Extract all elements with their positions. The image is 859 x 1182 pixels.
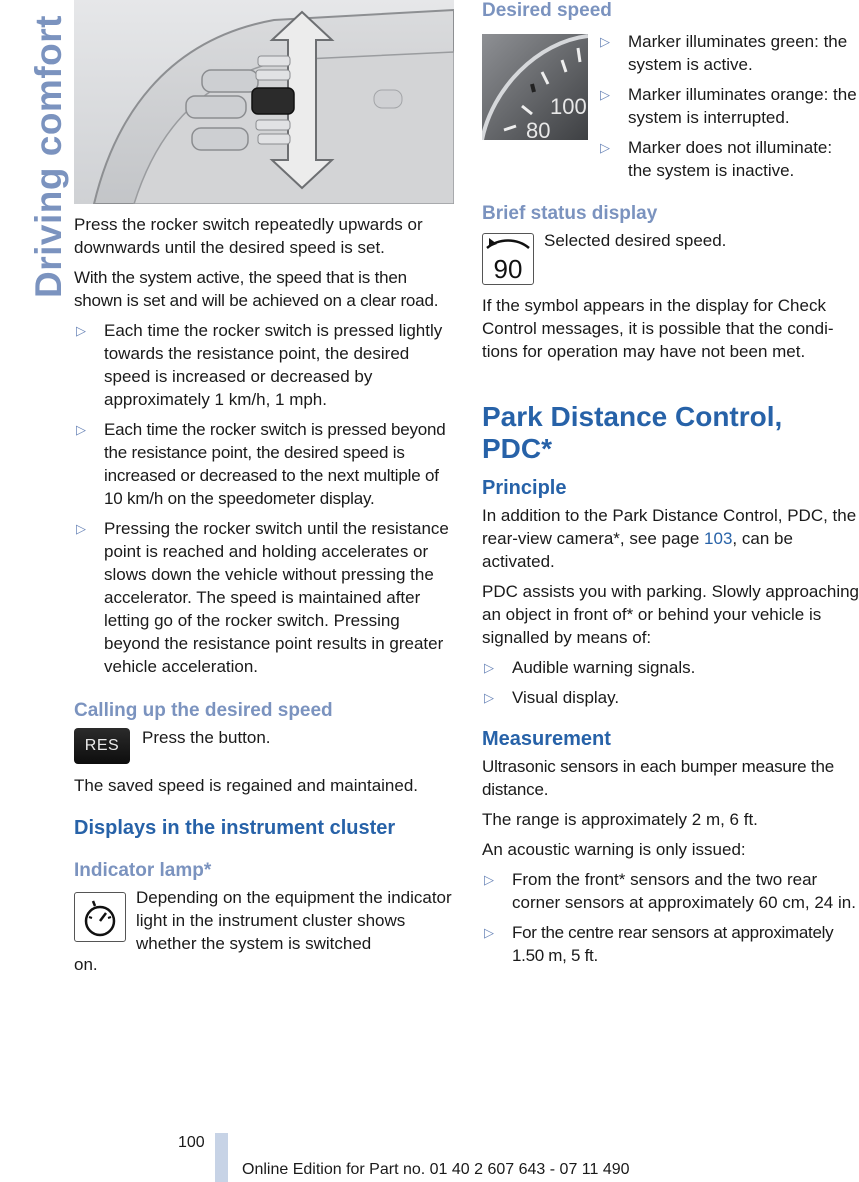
range-text: The range is approximately 2 m, 6 ft. bbox=[482, 810, 758, 829]
res-button-icon: RES bbox=[74, 728, 130, 764]
left-column bbox=[74, 0, 454, 976]
triangle-bullet-icon: ▷ bbox=[484, 690, 494, 705]
rocker-bullet-list bbox=[74, 319, 454, 678]
heading-calling-desired-speed: Calling up the desired speed bbox=[74, 700, 333, 721]
brief-status-value: 90 bbox=[493, 254, 523, 284]
list-item: ▷ Marker illuminates orange: the system is interrupted. bbox=[600, 85, 857, 127]
triangle-bullet-icon: ▷ bbox=[600, 140, 610, 155]
heading-measurement: Measurement bbox=[482, 728, 611, 750]
speedo-label-80: 80 bbox=[526, 118, 551, 140]
saved-speed-text: The saved speed is regained and maintained. bbox=[74, 776, 419, 795]
right-column bbox=[482, 0, 859, 974]
list-item: ▷ Audible warning signals. bbox=[484, 658, 696, 677]
check-control-text: If the symbol appears in the display for Check Control messages, it is possible that the conditions for operation may have not been met. bbox=[482, 296, 834, 361]
page-number: 100 bbox=[178, 1134, 205, 1151]
list-item: ▷ Each time the rocker switch is pressed lightly towards the resistance point, the desired speed is increased or decreased by approximately 1 km/h, 1 mph. bbox=[76, 321, 443, 409]
marker-bullet-list bbox=[598, 30, 859, 189]
triangle-bullet-icon: ▷ bbox=[484, 925, 494, 940]
list-item: ▷ From the front* sensors and the two rear corner sensors at approximately 60 cm, 24 in. bbox=[484, 870, 856, 912]
list-item: ▷ For the centre rear sensors at approximately 1.50 m, 5 ft. bbox=[484, 923, 834, 965]
speedo-label-100: 100 bbox=[550, 94, 587, 119]
list-item: ▷ Pressing the rocker switch until the resistance point is reached and holding accelerates or slows down the vehicle without pressing the accelerator. The speed is maintained after letting go of the rocker switch. Pressing beyond the resistance point results in greater vehicle acceleration. bbox=[76, 519, 449, 676]
list-item: ▷ Visual display. bbox=[484, 688, 620, 707]
principle-text: In addition to the Park Distance Control, PDC, the rear-view camera*, see page 103, can be activated. bbox=[482, 506, 857, 571]
paragraph-system-active: With the system active, the speed that is then shown is set and will be achieved on a clear road. bbox=[74, 268, 439, 310]
heading-displays-instrument-cluster: Displays in the instrument cluster bbox=[74, 817, 396, 839]
indicator-lamp-text: Depending on the equipment the indicator light in the instrument cluster shows whether the system is switched bbox=[136, 888, 452, 953]
footer-accent-bar bbox=[215, 1133, 228, 1182]
ultrasonic-text: Ultrasonic sensors in each bumper measure the distance. bbox=[482, 757, 834, 799]
heading-principle: Principle bbox=[482, 477, 567, 499]
list-item: ▷ Each time the rocker switch is pressed beyond the resistance point, the desired speed is increased or decreased to the next multiple of 10 km/h on the speedometer display. bbox=[76, 420, 446, 508]
chapter-sidebar bbox=[0, 0, 69, 300]
triangle-bullet-icon: ▷ bbox=[484, 660, 494, 675]
heading-brief-status-display: Brief status display bbox=[482, 203, 658, 224]
heading-park-distance-control: Park Distance Control, PDC* bbox=[482, 401, 783, 464]
page-reference-link[interactable]: 103 bbox=[704, 529, 733, 548]
edition-footer: Online Edition for Part no. 01 40 2 607 643 - 07 11 490 bbox=[242, 1161, 630, 1178]
triangle-bullet-icon: ▷ bbox=[76, 323, 86, 338]
acoustic-bullet-list bbox=[482, 868, 859, 967]
pdc-assists-text: PDC assists you with parking. Slowly approaching an object in front of* or behind your vehicle is signalled by means of: bbox=[482, 582, 859, 647]
heading-desired-speed: Desired speed bbox=[482, 0, 612, 21]
signal-bullet-list bbox=[482, 656, 859, 709]
speedometer-illustration bbox=[482, 34, 588, 140]
cruise-indicator-icon bbox=[74, 892, 126, 942]
triangle-bullet-icon: ▷ bbox=[76, 521, 86, 536]
triangle-bullet-icon: ▷ bbox=[600, 34, 610, 49]
brief-status-speed-icon bbox=[482, 233, 534, 285]
steering-wheel-illustration bbox=[74, 0, 454, 204]
rocker-switch-figure bbox=[74, 0, 454, 204]
triangle-bullet-icon: ▷ bbox=[484, 872, 494, 887]
list-item: ▷ Marker illuminates green: the system is active. bbox=[600, 32, 848, 74]
triangle-bullet-icon: ▷ bbox=[600, 87, 610, 102]
brief-status-text: Selected desired speed. bbox=[544, 231, 727, 250]
triangle-bullet-icon: ▷ bbox=[76, 422, 86, 437]
chapter-title: Driving comfort bbox=[28, 15, 69, 298]
list-item: ▷ Marker does not illuminate: the system is inactive. bbox=[600, 138, 833, 180]
indicator-lamp-text-end: on. bbox=[74, 955, 98, 974]
heading-indicator-lamp: Indicator lamp* bbox=[74, 860, 212, 881]
press-button-text: Press the button. bbox=[142, 728, 271, 747]
paragraph-press-rocker: Press the rocker switch repeatedly upwards or downwards until the desired speed is set. bbox=[74, 215, 423, 257]
acoustic-text: An acoustic warning is only issued: bbox=[482, 840, 746, 859]
